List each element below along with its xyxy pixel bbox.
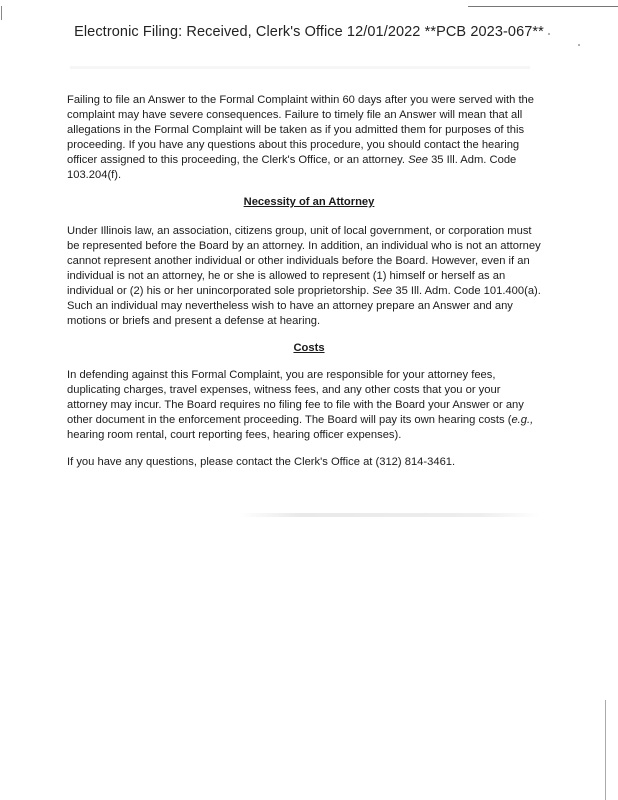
costs-paragraph: In defending against this Formal Complaint, you are responsible for your attorney fees, duplicating charges, travel expenses, witness fees, and any other costs that you or your attorney may incur. The Board requires no filing fee to file with the Board your Answer or any other document in the enforcement proceeding. The Board will pay its own hearing costs (e.g., hearing room rental, court reporting fees, hearing officer expenses).: [67, 369, 534, 441]
bleed-through: [240, 513, 540, 517]
scan-top-rule: [468, 6, 618, 7]
scan-edge-mark: [1, 6, 2, 20]
scan-right-edge: [605, 700, 606, 800]
costs-heading: Costs: [293, 342, 325, 354]
scan-speck: [578, 44, 580, 46]
answer-deadline-paragraph: Failing to file an Answer to the Formal Complaint within 60 days after you were served with the complaint may have severe consequences. Failure to timely file an Answer will mean that all allegations in the Formal Complaint will be taken as if you admitted them for purposes of this proceeding. If you have any questions about this procedure, you should contact the hearing officer assigned to this proceeding, the Clerk's Office, or an attorney. See 35 Ill. Adm. Code 103.204(f).: [67, 94, 534, 181]
bleed-through: [70, 66, 530, 69]
attorney-heading: Necessity of an Attorney: [243, 196, 375, 208]
filing-stamp-header: Electronic Filing: Received, Clerk's Office 12/01/2022 **PCB 2023-067**: [74, 24, 544, 40]
contact-paragraph: If you have any questions, please contact the Clerk's Office at (312) 814-3461.: [67, 456, 456, 468]
attorney-paragraph: Under Illinois law, an association, citizens group, unit of local government, or corporation must be represented before the Board by an attorney. In addition, an individual who is not an attorney cannot represent another individual or other individuals before the Board. However, even if an individual is not an attorney, he or she is allowed to represent (1) himself or herself as an individual or (2) his or her unincorporated sole proprietorship. See 35 Ill. Adm. Code 101.400(a). Such an individual may nevertheless wish to have an attorney prepare an Answer and any motions or briefs and present a defense at hearing.: [67, 225, 541, 327]
